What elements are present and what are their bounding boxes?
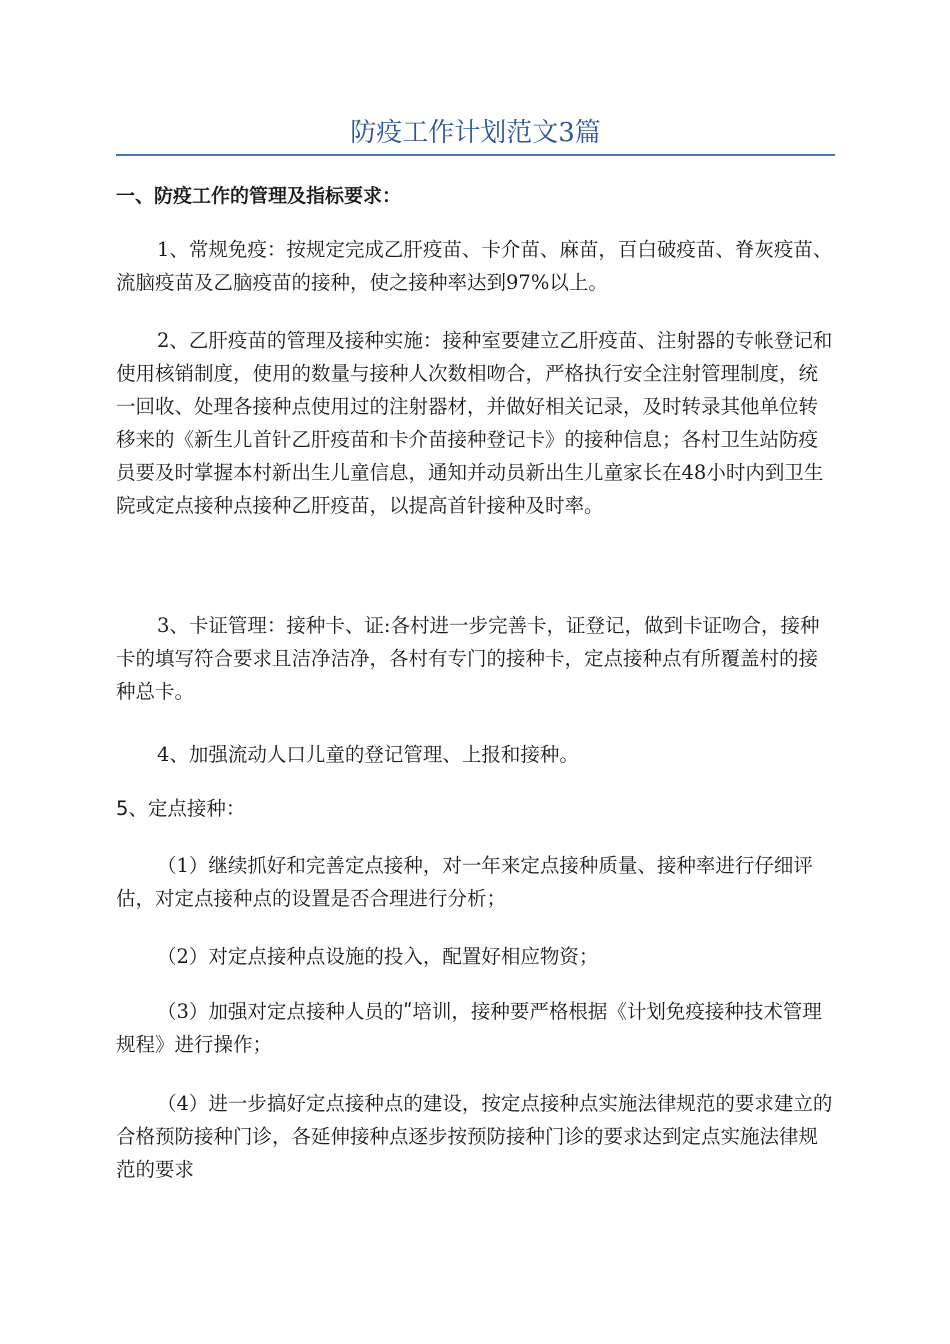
paragraph-4: 4、加强流动人口儿童的登记管理、上报和接种。 xyxy=(157,743,579,766)
sub-item-4: （4）进一步搞好定点接种点的建设，按定点接种点实施法律规范的要求建立的合格预防接种门诊，各延伸接种点逐步按预防接种门诊的要求达到定点实施法律规范的要求 xyxy=(116,1092,833,1181)
section-heading: 一、防疫工作的管理及指标要求： xyxy=(116,185,402,207)
sub-item-1: （1）继续抓好和完善定点接种，对一年来定点接种质量、接种率进行仔细评估，对定点接种点的设置是否合理进行分析； xyxy=(116,854,813,910)
document-title: 防疫工作计划范文3篇 xyxy=(350,118,601,148)
sub-item-3: （3）加强对定点接种人员的ʺ培训，接种要严格根据《计划免疫接种技术管理规程》进行操作； xyxy=(116,1000,822,1056)
title-underline xyxy=(116,154,835,156)
paragraph-1: 1、常规免疫：按规定完成乙肝疫苗、卡介苗、麻苗，百白破疫苗、脊灰疫苗、流脑疫苗及乙脑疫苗的接种，使之接种率达到97%以上。 xyxy=(116,238,833,294)
sub-item-2: （2）对定点接种点设施的投入，配置好相应物资； xyxy=(157,945,599,968)
paragraph-3: 3、卡证管理：接种卡、证:各村进一步完善卡，证登记，做到卡证吻合，接种卡的填写符合要求且洁净洁净，各村有专门的接种卡，定点接种点有所覆盖村的接种总卡。 xyxy=(116,614,820,703)
subsection-heading: 5、定点接种： xyxy=(116,797,246,820)
paragraph-2: 2、乙肝疫苗的管理及接种实施：接种室要建立乙肝疫苗、注射器的专帐登记和使用核销制度，使用的数量与接种人次数相吻合，严格执行安全注射管理制度，统一回收、处理各接种点使用过的注射器材，并做好相关记录，及时转录其他单位转移来的《新生儿首针乙肝疫苗和卡介苗接种登记卡》的接种信息；各村卫生站防疫员要及时掌握本村新出生儿童信息，通知并动员新出生儿童家长在48小时内到卫生院或定点接种点接种乙肝疫苗，以提高首针接种及时率。 xyxy=(116,329,833,517)
